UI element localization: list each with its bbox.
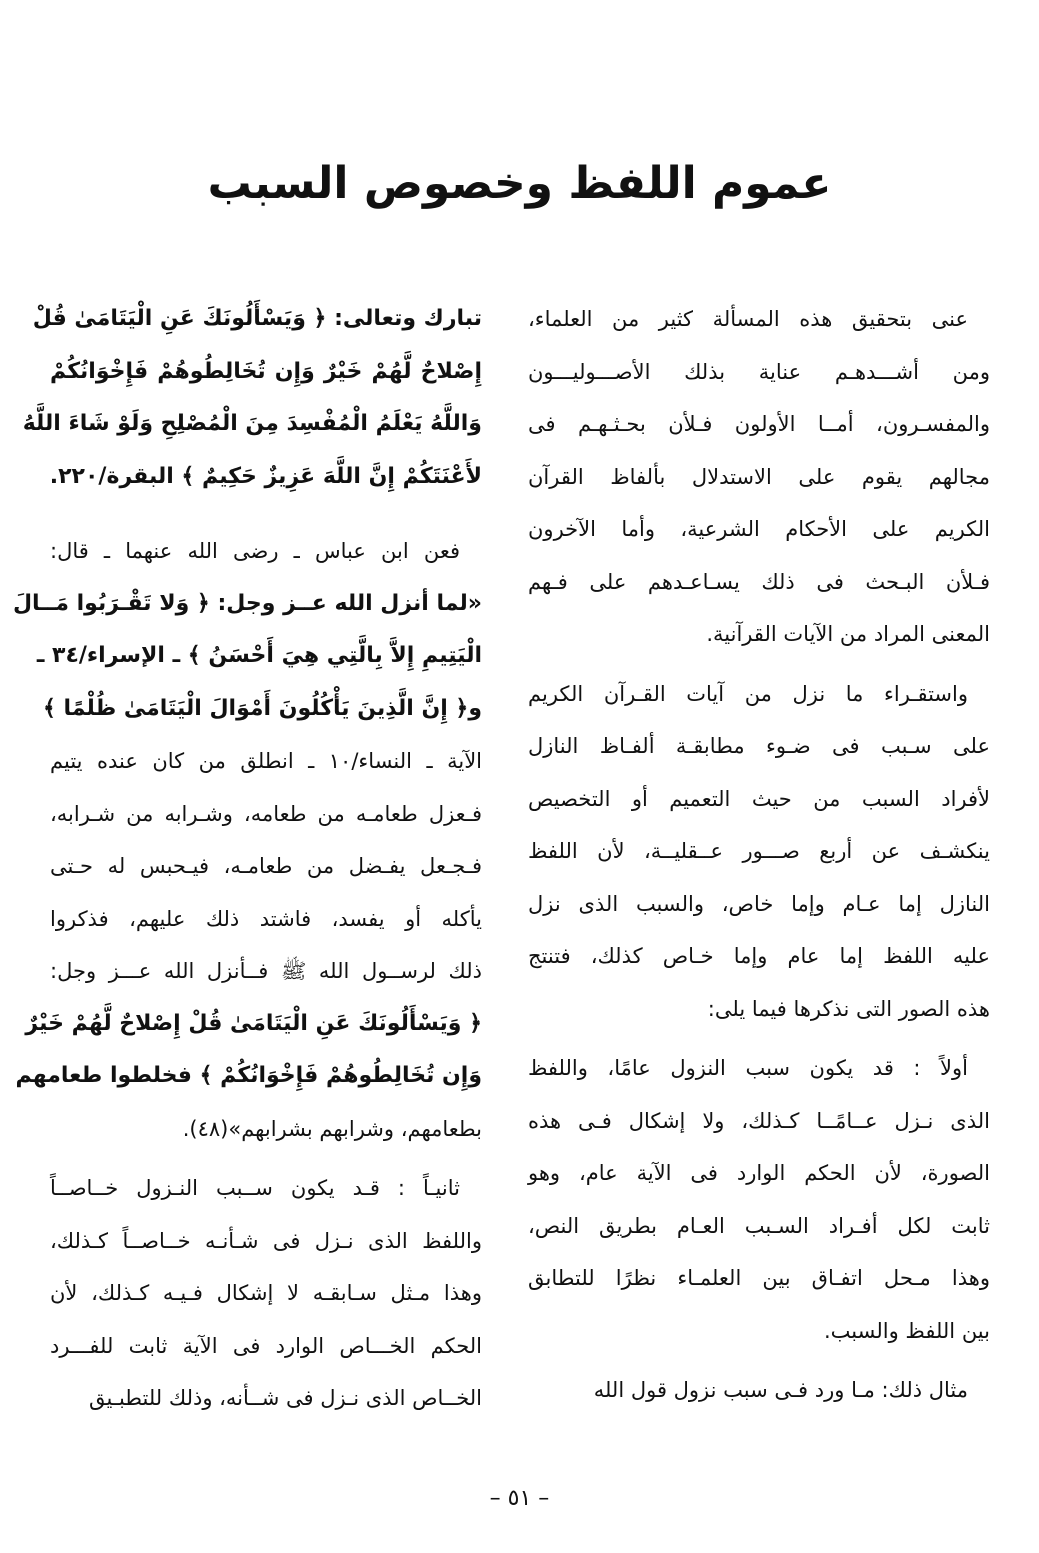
text-line: الكريم على الأحكام الشرعية، وأما الآخرون <box>528 517 990 541</box>
text-line: بين اللفظ والسبب. <box>823 1318 990 1343</box>
text-line: لأفراد السبب من حيث التعميم أو التخصيص <box>528 786 990 811</box>
text-line: فعن ابن عباس ـ رضى الله عنهما ـ قال: <box>50 539 460 563</box>
text-line: بطعامهم، وشرابهم بشرابهم»(٤٨). <box>182 1116 482 1141</box>
text-line: أولاً : قد يكون سبب النزول عامًا، واللفظ <box>528 1056 968 1080</box>
paragraph <box>12 526 482 1156</box>
text-line: واستقـراء ما نزل من آيات القـرآن الكريم <box>528 681 968 706</box>
text-line: الصورة، لأن الحكم الوارد فى الآية عام، وهو <box>528 1161 990 1185</box>
paragraph <box>22 294 482 504</box>
text-line: يأكله أو يفسد، فاشتد ذلك عليهم، فذكروا <box>50 906 482 931</box>
text-line: وَاللَّهُ يَعْلَمُ الْمُفْسِدَ مِنَ الْمُصْلِحِ وَلَوْ شَاءَ اللَّهُ <box>22 411 482 436</box>
text-line: الْيَتِيمِ إِلاَّ بِالَّتِي هِيَ أَحْسَنُ ﴾ ـ الإسراء/٣٤ ـ <box>36 643 482 668</box>
text-line: و﴿ إِنَّ الَّذِينَ يَأْكُلُونَ أَمْوَالَ الْيَتَامَىٰ ظُلْمًا ﴾ <box>42 695 482 721</box>
text-line: «لما أنزل الله عــز وجل: ﴿ وَلا تَقْـرَبُوا مَــالَ <box>12 590 482 616</box>
right-column <box>528 294 990 1418</box>
text-line: هذه الصور التى نذكرها فيما يلى: <box>707 996 990 1021</box>
text-line: ثابت لكل أفـراد السـبب العـام بطريق النص، <box>528 1213 990 1238</box>
paragraph <box>528 1365 990 1418</box>
page-number: – ٥١ – <box>489 1486 550 1511</box>
text-line: إِصْلاحٌ لَّهُمْ خَيْرٌ وَإِن تُخَالِطُوهُمْ فَإِخْوَانُكُمْ <box>50 358 482 384</box>
text-line: عنى بتحقيق هذه المسألة كثير من العلماء، <box>528 307 968 331</box>
text-line: ومن أشـــدهـم عناية بذلك الأصـــوليـــون <box>528 359 990 384</box>
text-line: ﴿ وَيَسْأَلُونَكَ عَنِ الْيَتَامَىٰ قُلْ إِصْلاحٌ لَّهُمْ خَيْرٌ <box>25 1010 482 1036</box>
paragraph <box>528 669 990 1037</box>
text-line: تبارك وتعالى: ﴿ وَيَسْأَلُونَكَ عَنِ الْيَتَامَىٰ قُلْ <box>32 306 482 331</box>
text-line: ينكشـف عن أربع صـــور عــقليــة، لأن اللفظ <box>528 839 990 863</box>
text-line: الحكم الخـــاص الوارد فى الآية ثابت للفـــرد <box>50 1333 482 1358</box>
text-line: المعنى المراد من الآيات القرآنية. <box>706 622 990 646</box>
text-line: النازل إما عـام وإما خاص، والسبب الذى نزل <box>528 891 990 916</box>
text-line: وهذا مـحل اتفـاق بين العلمـاء نظرًا للتطابق <box>528 1266 990 1290</box>
text-line: عليه اللفظ إما عام وإما خـاص كذلك، فتنتج <box>528 944 990 968</box>
text-line: فـجـعل يفـضل من طعامـه، فيـحبس له حـتى <box>50 854 482 878</box>
text-line: وَإِن تُخَالِطُوهُمْ فَإِخْوَانُكُمْ ﴾ فخلطوا طعامهم <box>15 1063 482 1088</box>
text-line: مجالهم يقوم على الاستدلال بألفاظ القرآن <box>528 464 990 489</box>
text-line: والمفسـرون، أمــا الأولون فـلأن بحـثـهـم فى <box>528 412 990 436</box>
text-line: وهذا مـثل سـابقـه لا إشكال فـيـه كـذلك، لأن <box>50 1281 482 1305</box>
text-line: واللفظ الذى نـزل فى شـأنـه خــاصــاً كـذلك، <box>50 1228 482 1253</box>
text-line: مثال ذلك: مـا ورد فـى سبب نزول قول الله <box>593 1378 968 1402</box>
text-line: فـعزل طعامـه من طعامه، وشـرابه من شـرابه، <box>50 801 482 826</box>
text-line: الآية ـ النساء/١٠ ـ انطلق من كان عنده يتيم <box>50 749 482 773</box>
text-line: على سـبب فى ضـوء مطابقـة ألفـاظ النازل <box>528 734 990 758</box>
left-column <box>12 294 482 1426</box>
paragraph <box>528 1043 990 1358</box>
text-line: ذلك لرســول الله ﷺ فــأنزل الله عـــز وجل: <box>50 959 482 983</box>
paragraph <box>528 294 990 662</box>
text-line: ثانيـاً : قـد يكون ســبب النـزول خــاصــاً <box>50 1176 460 1200</box>
text-line: فـلأن البـحث فى ذلك يسـاعـدهم على فـهم <box>528 569 990 594</box>
paragraph <box>50 1163 482 1426</box>
page-title: عموم اللفظ وخصوص السبب <box>207 158 832 209</box>
text-line: لأَعْنَتَكُمْ إِنَّ اللَّهَ عَزِيزٌ حَكِيمٌ ﴾ البقرة/٢٢٠. <box>49 463 482 489</box>
text-line: الخــاص الذى نـزل فى شــأنه، وذلك للتطبـيق <box>88 1386 482 1410</box>
text-line: الذى نـزل عــامًــا كـذلك، ولا إشكال فـى هذه <box>528 1108 990 1133</box>
